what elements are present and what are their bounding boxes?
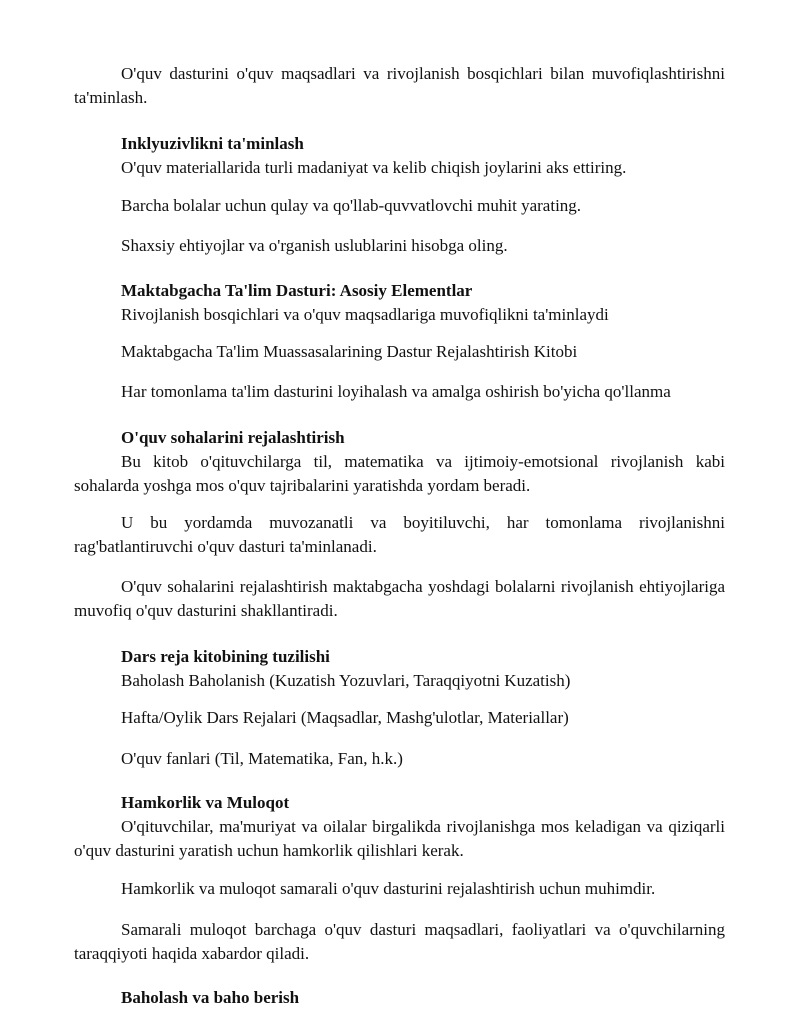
list-item: Maktabgacha Ta'lim Muassasalarining Dastur Rejalashtirish Kitobi [121, 342, 578, 361]
section-hamkorlik [74, 791, 725, 863]
list-item: Hafta/Oylik Dars Rejalari (Maqsadlar, Mashg'ulotlar, Materiallar) [121, 708, 569, 727]
section-oquv-sohalari [74, 426, 725, 498]
list-item: Baholash Baholanish (Kuzatish Yozuvlari, Taraqqiyotni Kuzatish) [121, 671, 571, 690]
list-item: Rivojlanish bosqichlari va o'quv maqsadlariga muvofiqlikni ta'minlaydi [121, 305, 609, 324]
intro-block [74, 62, 725, 110]
section-heading: O'quv sohalarini rejalashtirish [121, 428, 345, 447]
section-dars-reja-item-2 [74, 706, 725, 730]
section-hamkorlik-para-2 [74, 877, 725, 901]
section-dars-reja [74, 645, 725, 693]
list-item: O'quv fanlari (Til, Matematika, Fan, h.k.) [121, 749, 403, 768]
paragraph: O'quv sohalarini rejalashtirish maktabgacha yoshdagi bolalarni rivojlanish ehtiyojlariga muvofiq o'quv dasturini shakllantiradi. [74, 577, 725, 620]
section-inklyuzivlik [74, 132, 725, 180]
section-dars-reja-item-3 [74, 747, 725, 771]
section-heading: Dars reja kitobining tuzilishi [121, 647, 330, 666]
intro-paragraph: O'quv dasturini o'quv maqsadlari va rivojlanish bosqichlari bilan muvofiqlashtirishni ta'minlash. [74, 64, 725, 107]
section-oquv-sohalari-para-2 [74, 511, 725, 559]
section-asosiy-elementlar-item-2 [74, 340, 725, 364]
section-heading: Baholash va baho berish [121, 988, 300, 1007]
list-item: Shaxsiy ehtiyojlar va o'rganish uslublarini hisobga oling. [121, 236, 508, 255]
section-heading: Hamkorlik va Muloqot [121, 793, 290, 812]
section-inklyuzivlik-item-3 [74, 234, 725, 258]
section-asosiy-elementlar [74, 279, 725, 327]
list-item: Barcha bolalar uchun qulay va qo'llab-quvvatlovchi muhit yarating. [121, 196, 582, 215]
list-item: O'quv materiallarida turli madaniyat va kelib chiqish joylarini aks ettiring. [121, 158, 627, 177]
section-hamkorlik-para-3 [74, 918, 725, 966]
section-asosiy-elementlar-item-3 [74, 380, 725, 404]
section-heading: Inklyuzivlikni ta'minlash [121, 134, 304, 153]
section-inklyuzivlik-item-2 [74, 194, 725, 218]
paragraph: U bu yordamda muvozanatli va boyitiluvchi, har tomonlama rivojlanishni rag'batlantiruvchi o'quv dasturi ta'minlanadi. [74, 513, 725, 556]
paragraph: Samarali muloqot barchaga o'quv dasturi maqsadlari, faoliyatlari va o'quvchilarning taraqqiyoti haqida xabardor qiladi. [74, 920, 725, 963]
section-baholash [74, 986, 725, 1010]
paragraph: O'qituvchilar, ma'muriyat va oilalar birgalikda rivojlanishga mos keladigan va qiziqarli o'quv dasturini yaratish uchun hamkorlik qilishlari kerak. [74, 817, 725, 860]
paragraph: Bu kitob o'qituvchilarga til, matematika va ijtimoiy-emotsional rivojlanish kabi sohalarda yoshga mos o'quv tajribalarini yaratishda yordam beradi. [74, 452, 725, 495]
paragraph: Hamkorlik va muloqot samarali o'quv dasturini rejalashtirish uchun muhimdir. [121, 879, 656, 898]
section-oquv-sohalari-para-3 [74, 575, 725, 623]
list-item: Har tomonlama ta'lim dasturini loyihalash va amalga oshirish bo'yicha qo'llanma [121, 382, 671, 401]
section-heading: Maktabgacha Ta'lim Dasturi: Asosiy Elementlar [121, 281, 473, 300]
